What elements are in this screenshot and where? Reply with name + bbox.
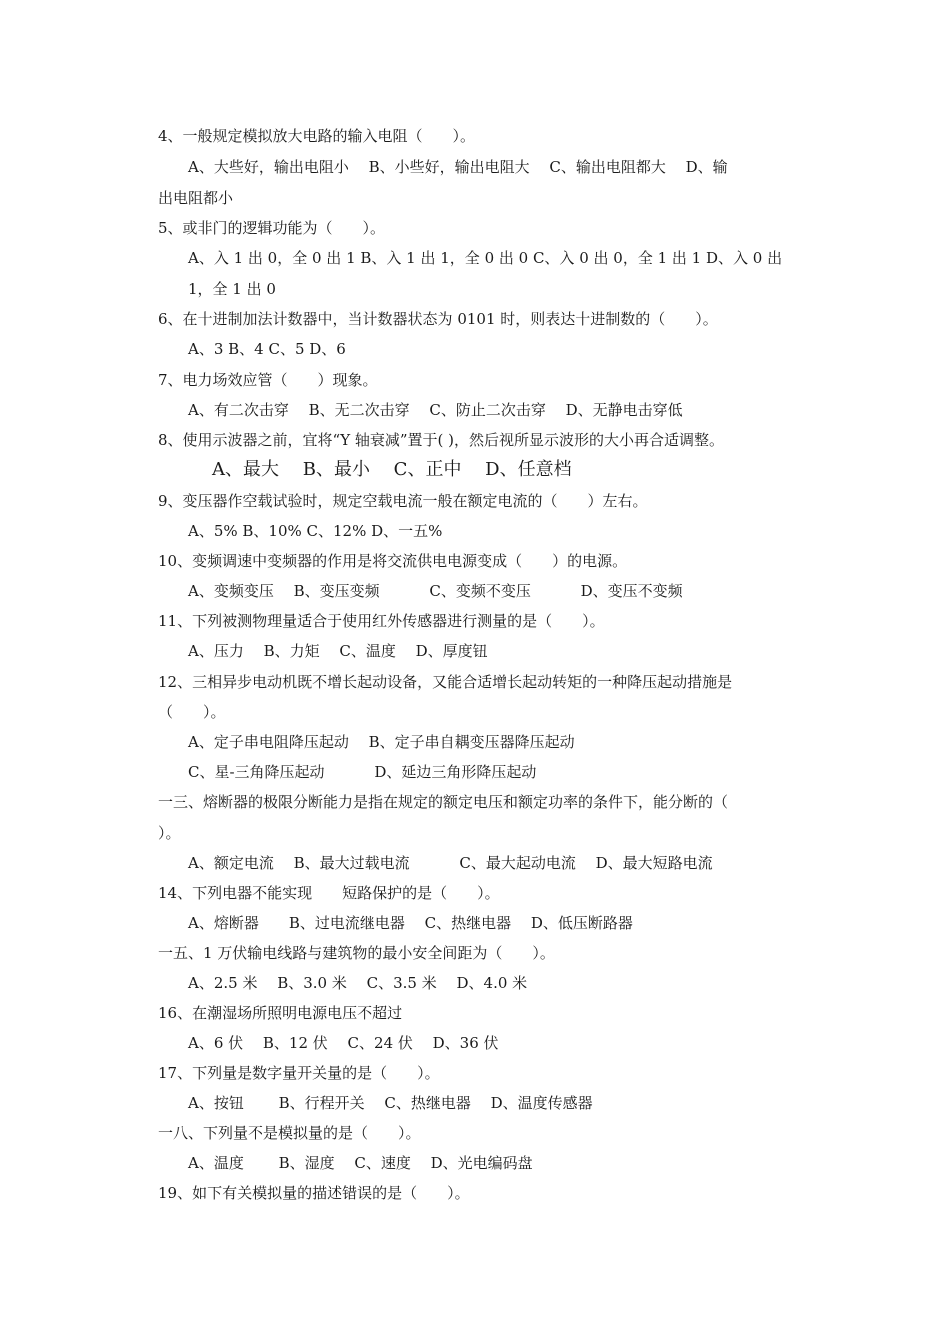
question-line: 12、三相异步电动机既不增长起动设备，又能合适增长起动转矩的一种降压起动措施是 (158, 673, 733, 691)
option-line: A、5% B、10% C、12% D、一五% (188, 522, 443, 540)
option-line: A、温度 B、湿度 C、速度 D、光电编码盘 (188, 1154, 533, 1172)
option-line: A、6 伏 B、12 伏 C、24 伏 D、36 伏 (188, 1034, 499, 1052)
question-line: 一八、下列量不是模拟量的是（ ）。 (158, 1124, 421, 1142)
question-line: 出电阻都小 (158, 189, 234, 207)
option-line: A、定子串电阻降压起动 B、定子串自耦变压器降压起动 (188, 733, 575, 751)
option-line: A、大些好，输出电阻小 B、小些好，输出电阻大 C、输出电阻都大 D、输 (188, 158, 728, 176)
question-line: 16、在潮湿场所照明电源电压不超过 (158, 1004, 403, 1022)
option-line: A、2.5 米 B、3.0 米 C、3.5 米 D、4.0 米 (188, 974, 528, 992)
option-line: A、熔断器 B、过电流继电器 C、热继电器 D、低压断路器 (188, 914, 633, 932)
option-line: A、变频变压 B、变压变频 C、变频不变压 D、变压不变频 (188, 582, 683, 600)
question-line: （ ）。 (158, 703, 226, 721)
question-line: 6、在十进制加法计数器中，当计数器状态为 0101 时，则表达十进制数的（ ）。 (158, 310, 718, 328)
option-line: A、最大 B、最小 C、正中 D、任意档 (212, 459, 572, 480)
question-line: 8、使用示波器之前，宜将“Y 轴衰减”置于( )，然后视所显示波形的大小再合适调整。 (158, 431, 725, 449)
option-line: A、额定电流 B、最大过载电流 C、最大起动电流 D、最大短路电流 (188, 854, 713, 872)
question-line: 一五、1 万伏输电线路与建筑物的最小安全间距为（ ）。 (158, 944, 555, 962)
question-line: ）。 (158, 824, 181, 842)
question-line: 10、变频调速中变频器的作用是将交流供电电源变成（ ）的电源。 (158, 552, 628, 570)
option-line: A、压力 B、力矩 C、温度 D、厚度钮 (188, 642, 488, 660)
option-line: A、有二次击穿 B、无二次击穿 C、防止二次击穿 D、无静电击穿低 (188, 401, 683, 419)
option-line: A、按钮 B、行程开关 C、热继电器 D、温度传感器 (188, 1094, 593, 1112)
question-line: 17、下列量是数字量开关量的是（ ）。 (158, 1064, 440, 1082)
question-line: 4、一般规定模拟放大电路的输入电阻（ ）。 (158, 127, 476, 145)
question-line: 5、或非门的逻辑功能为（ ）。 (158, 219, 386, 237)
option-line: 1，全 1 出 0 (188, 280, 276, 298)
question-line: 7、电力场效应管（ ）现象。 (158, 371, 378, 389)
question-line: 19、如下有关模拟量的描述错误的是（ ）。 (158, 1184, 470, 1202)
option-line: C、星-三角降压起动 D、延边三角形降压起动 (188, 763, 537, 781)
question-line: 11、下列被测物理量适合于使用红外传感器进行测量的是（ ）。 (158, 612, 605, 630)
option-line: A、3 B、4 C、5 D、6 (188, 340, 346, 358)
question-line: 14、下列电器不能实现 短路保护的是（ ）。 (158, 884, 500, 902)
question-line: 一三、熔断器的极限分断能力是指在规定的额定电压和额定功率的条件下，能分断的（ (158, 793, 729, 811)
option-line: A、入 1 出 0，全 0 出 1 B、入 1 出 1，全 0 出 0 C、入 0 出 0，全 1 出 1 D、入 0 出 (188, 249, 783, 267)
question-line: 9、变压器作空载试验时，规定空载电流一般在额定电流的（ ）左右。 (158, 492, 648, 510)
